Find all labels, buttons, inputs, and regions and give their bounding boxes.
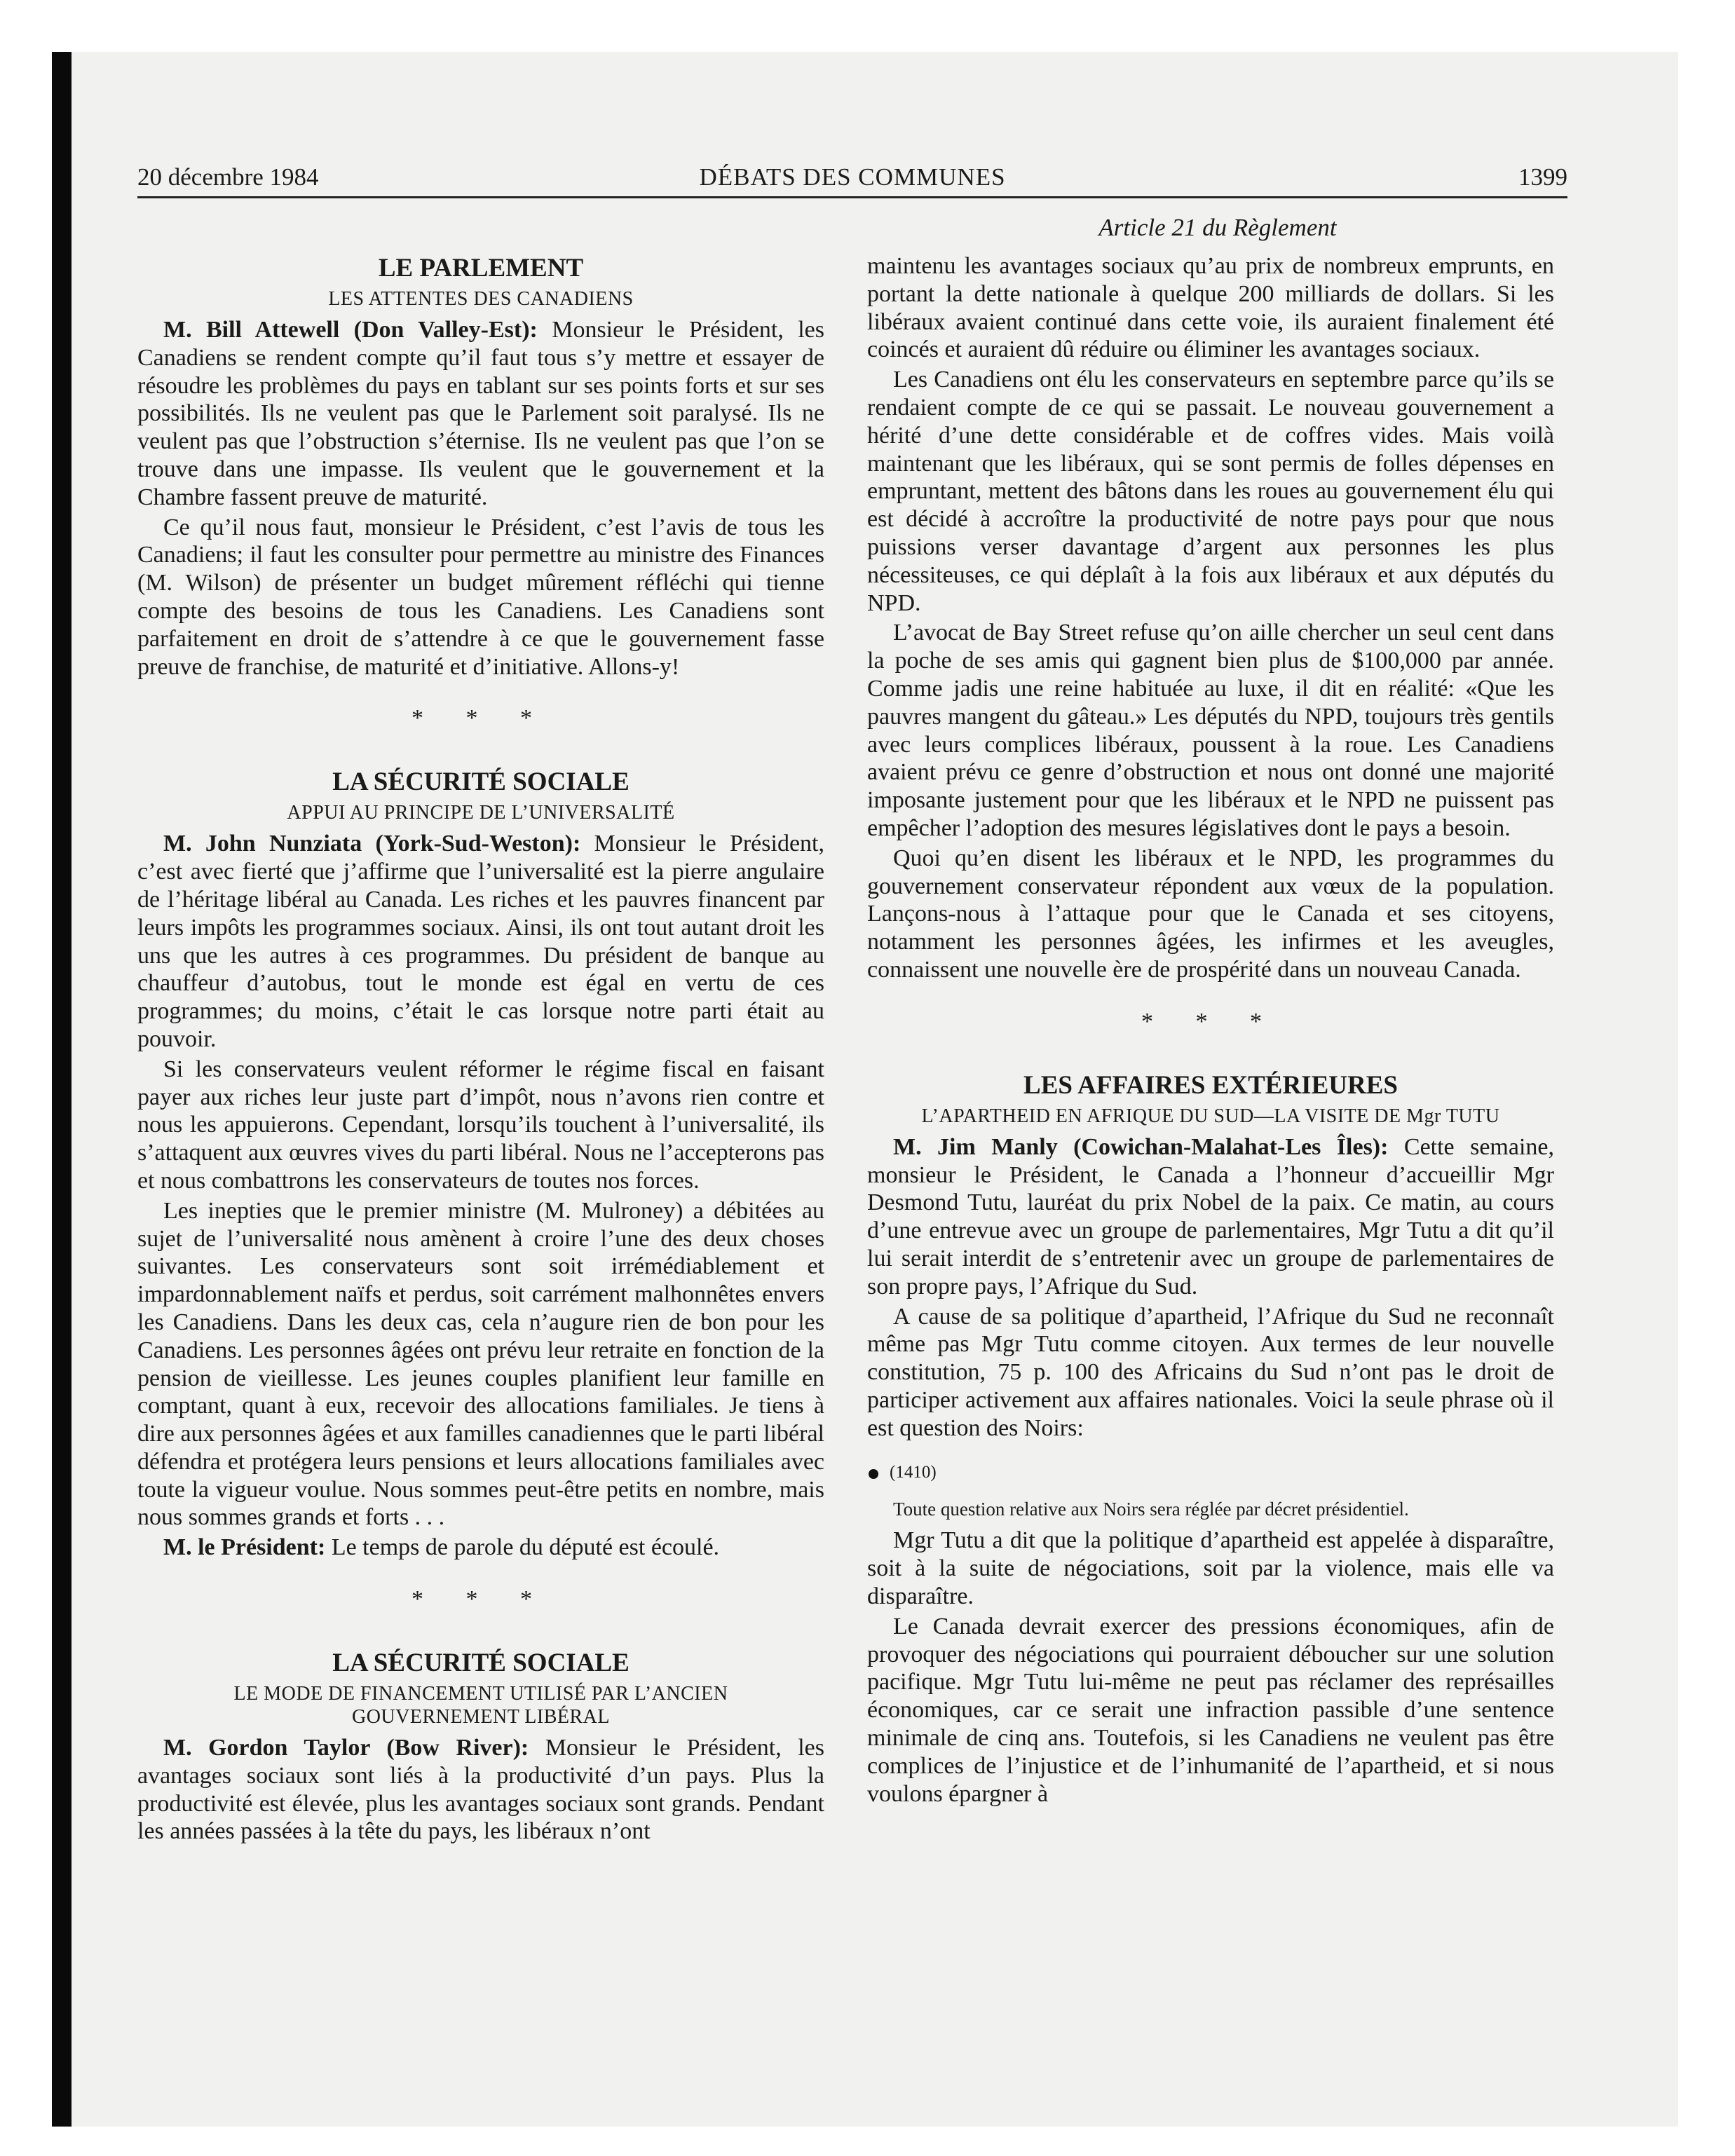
paragraph: Le Canada devrait exercer des pressions économiques, afin de provoquer des négociations qui pourraient déboucher sur une solution pacifique. Mgr Tutu lui-même ne peut pas réclamer des représailles économiques, car ce serait une infraction passible d’une sentence minimale de cinq ans. Toutefois, si les Canadiens ne veulent pas être complices de l’injustice et de l’inhumanité de l’apartheid, et si nous voulons épargner à: [867, 1613, 1554, 1807]
paragraph: [137, 316, 824, 512]
header-title: DÉBATS DES COMMUNES: [699, 163, 1006, 191]
subtitle-line: GOUVERNEMENT LIBÉRAL: [351, 1706, 610, 1728]
timestamp-text: (1410): [890, 1463, 937, 1482]
paragraph: Les inepties que le premier ministre (M. Mulroney) a débitées au sujet de l’universalité nous amènent à croire l’une des deux choses suivantes. Les conservateurs sont soit irrémédiablement et impardonnablement naïfs et perdus, soit carrément malhonnêtes envers les Canadiens. Dans les deux cas, cela n’augure rien de bon pour les Canadiens. Les personnes âgées ont prévu leur retraite en fonction de la pension de vieillesse. Les jeunes couples planifient leur famille en comptant, quant à eux, recevoir des allocations familiales. Je tiens à dire aux personnes âgées et aux familles canadiennes que le parti libéral défendra et protégera leurs pensions et leurs allocations familiales avec toute la vigueur voulue. Nous sommes peut-être petits en nombre, mais nous sommes grands et forts . . .: [137, 1197, 824, 1531]
section-title: LA SÉCURITÉ SOCIALE: [332, 767, 630, 797]
paragraph: Mgr Tutu a dit que la politique d’apartheid est appelée à disparaître, soit à la suite de négociations, soit par la violence, mais elle va disparaître.: [867, 1527, 1554, 1610]
paragraph-text: Monsieur le Président, les Canadiens se rendent compte qu’il faut tous s’y mettre et essayer de résoudre les problèmes du pays en tablant sur ses points forts et sur ses possibilités. Ils ne veulent pas que le Parlement soit paralysé. Ils ne veulent pas que l’obstruction s’éternise. Ils ne veulent pas que l’on se trouve dans une impasse. Ils veulent que le gouvernement et la Chambre fassent preuve de maturité.: [137, 317, 825, 510]
section-title: LA SÉCURITÉ SOCIALE: [332, 1649, 630, 1678]
speaker-name: M. Bill Attewell (Don Valley-Est):: [163, 317, 538, 343]
speaker-name: M. le Président:: [163, 1534, 326, 1561]
paragraph: Si les conservateurs veulent réformer le régime fiscal en faisant payer aux riches leur juste part d’impôt, nous n’avons rien contre et nous les appuierons. Cependant, lorsqu’ils touchent à l’universalité, ils s’attaquent aux œuvres vives du parti libéral. Nous ne l’accepterons pas et nous combattrons les conservateurs de toutes nos forces.: [137, 1056, 824, 1194]
page-number: 1399: [1518, 163, 1567, 191]
right-column: [867, 252, 1554, 1808]
section-subtitle: [137, 1682, 824, 1728]
paragraph: [867, 1133, 1554, 1301]
timestamp: [867, 1452, 1554, 1494]
paragraph: Les Canadiens ont élu les conservateurs en septembre parce qu’ils se rendaient compte de ce qui se passait. Le nouveau gouvernement a hérité d’une dette considérable et de coffres vides. Mais voilà maintenant que les libéraux, qui se sont permis de folles dépenses en empruntant, mettent des bâtons dans les roues au gouvernement élu qui est décidé à accroître la productivité de notre pays pour que nous puissions verser davantage d’argent aux personnes les plus nécessiteuses, ce qui déplaît à la fois aux libéraux et aux députés du NPD.: [867, 367, 1554, 616]
speaker-name: M. Gordon Taylor (Bow River):: [163, 1735, 529, 1761]
section-separator: * * *: [1141, 1008, 1280, 1035]
paragraph-text: Le temps de parole du député est écoulé.: [325, 1534, 720, 1561]
paragraph-text: Cette semaine, monsieur le Président, le Canada a l’honneur d’accueillir Mgr Desmond Tutu, lauréat du prix Nobel de la paix. Ce matin, au cours d’une entrevue avec un groupe de parlementaires, Mgr Tutu a dit qu’il lui serait interdit de s’entretenir avec un groupe de parlementaires de son propre pays, l’Afrique du Sud.: [867, 1133, 1554, 1299]
paragraph: [137, 1534, 824, 1562]
paragraph: L’avocat de Bay Street refuse qu’on aille chercher un seul cent dans la poche de ses amis qui gagnent bien plus de $100,000 par année. Comme jadis une reine habituée au luxe, il dit en réalité: «Que les pauvres mangent du gâteau.» Les députés du NPD, toujours très gentils avec leurs complices libéraux, poussent à la roue. Les Canadiens avaient prévu ce genre d’obstruction et nous ont donné une majorité imposante justement pour que les libéraux et le NPD ne puissent pas empêcher l’adoption des mesures législatives dont le pays a besoin.: [867, 620, 1554, 841]
speaker-name: M. Jim Manly (Cowichan-Malahat-Les Îles):: [893, 1133, 1389, 1160]
quotation: Toute question relative aux Noirs sera réglée par décret présidentiel.: [893, 1499, 1409, 1520]
section-subtitle: L’APARTHEID EN AFRIQUE DU SUD—LA VISITE DE Mgr TUTU: [921, 1105, 1500, 1127]
paragraph: maintenu les avantages sociaux qu’au prix de nombreux emprunts, en portant la dette nationale à quelque 200 milliards de dollars. Si les libéraux avaient continué dans cette voie, ils auraient finalement été coincés et auraient dû réduire ou éliminer les avantages sociaux.: [867, 253, 1554, 363]
section-subtitle: LES ATTENTES DES CANADIENS: [328, 288, 634, 310]
paragraph-text: Monsieur le Président, c’est avec fierté que j’affirme que l’universalité est la pierre angulaire de l’héritage libéral au Canada. Les riches et les pauvres financent par leurs impôts les programmes sociaux. Ainsi, ils ont tout autant droit les uns que les autres à ces programmes. Du président de banque au chauffeur d’autobus, tout le monde est égal en vertu de ces programmes; du moins, c’était le cas lorsque notre parti était au pouvoir.: [137, 831, 824, 1052]
section-subtitle: APPUI AU PRINCIPE DE L’UNIVERSALITÉ: [287, 802, 675, 824]
section-separator: * * *: [411, 705, 550, 732]
paragraph: Ce qu’il nous faut, monsieur le Président, c’est l’avis de tous les Canadiens; il faut les consulter pour permettre au ministre des Finances (M. Wilson) de présenter un budget mûrement réfléchi qui tienne compte des besoins de tous les Canadiens. Les Canadiens sont parfaitement en droit de s’attendre à ce que le gouvernement fasse preuve de franchise, de maturité et d’initiative. Allons-y!: [137, 514, 824, 680]
section-separator: * * *: [411, 1586, 550, 1613]
running-head: Article 21 du Règlement: [1098, 214, 1337, 241]
left-column: [137, 252, 824, 1845]
section-title: LE PARLEMENT: [378, 254, 584, 282]
section-title: LES AFFAIRES EXTÉRIEURES: [1023, 1070, 1398, 1100]
paragraph: Quoi qu’en disent les libéraux et le NPD, les programmes du gouvernement conservateur répondent aux vœux de la population. Lançons-nous à l’attaque pour que le Canada et ses citoyens, notamment les personnes âgées, les infirmes et les aveugles, connaissent une nouvelle ère de prospérité dans un nouveau Canada.: [867, 845, 1554, 983]
scan-edge-bar: [52, 52, 72, 2127]
paragraph: [137, 830, 824, 1053]
subtitle-line: LE MODE DE FINANCEMENT UTILISÉ PAR L’ANCIEN: [233, 1683, 728, 1705]
bullet-dot-icon: [869, 1469, 878, 1479]
paragraph: [137, 1734, 824, 1845]
header-rule: [137, 196, 1567, 198]
speaker-name: M. John Nunziata (York-Sud-Weston):: [163, 831, 581, 857]
header-date: 20 décembre 1984: [137, 163, 319, 191]
paragraph: A cause de sa politique d’apartheid, l’Afrique du Sud ne reconnaît même pas Mgr Tutu comme citoyen. Aux termes de leur nouvelle constitution, 75 p. 100 des Africains du Sud n’ont pas le droit de participer activement aux affaires nationales. Voici la seule phrase où il est question des Noirs:: [867, 1303, 1554, 1441]
page-header: [137, 158, 1567, 196]
paragraph-text: Monsieur le Président, les avantages sociaux sont liés à la productivité d’un pays. Plus la productivité est élevée, plus les avantages sociaux sont grands. Pendant les années passées à la tête du pays, les libéraux n’ont: [137, 1735, 824, 1845]
